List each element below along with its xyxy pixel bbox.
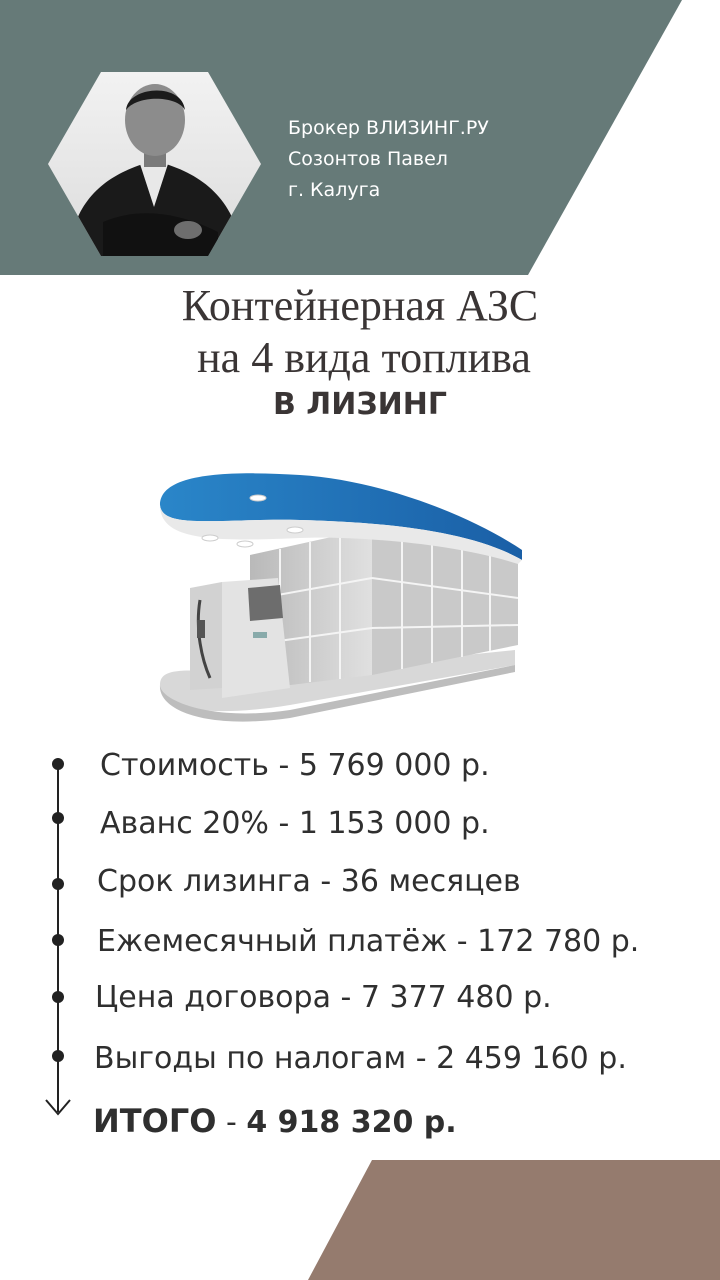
separator: - (447, 924, 478, 959)
separator: - (406, 1041, 437, 1076)
detail-label: Срок лизинга (97, 864, 311, 899)
detail-label: Аванс 20% (100, 806, 269, 841)
avatar (48, 72, 261, 256)
detail-value: 2 459 160 р. (436, 1041, 627, 1076)
detail-value: 7 377 480 р. (360, 980, 552, 1015)
detail-value: 1 153 000 р. (298, 806, 490, 841)
detail-advance (100, 806, 490, 841)
separator: - (268, 806, 299, 841)
detail-label: Ежемесячный платёж (97, 924, 448, 959)
detail-label: Стоимость (100, 748, 269, 783)
total-value: 4 918 320 р. (246, 1105, 457, 1140)
separator: - (216, 1105, 247, 1140)
detail-cost (100, 748, 490, 783)
timeline (36, 740, 86, 1130)
detail-label: Выгоды по налогам (94, 1041, 407, 1076)
detail-label: Цена договора (95, 980, 331, 1015)
title-line-1: Контейнерная АЗС (181, 281, 539, 330)
total-label: ИТОГО (93, 1102, 217, 1140)
detail-value: 36 месяцев (340, 864, 521, 899)
broker-info (288, 113, 489, 206)
title-line-2: на 4 вида топлива (197, 333, 531, 382)
title-line-3: В ЛИЗИНГ (273, 387, 447, 422)
timeline-dot (52, 878, 64, 890)
detail-term (97, 864, 521, 899)
broker-city: г. Калуга (288, 179, 381, 201)
separator: - (330, 980, 361, 1015)
timeline-dot (52, 1050, 64, 1062)
gas-station-image (150, 460, 530, 725)
separator: - (268, 748, 299, 783)
timeline-dot (52, 991, 64, 1003)
timeline-dot (52, 934, 64, 946)
timeline-dot (52, 758, 64, 770)
detail-value: 172 780 р. (477, 924, 640, 959)
broker-company: Брокер ВЛИЗИНГ.РУ (288, 117, 489, 139)
separator: - (310, 864, 341, 899)
timeline-dot (52, 812, 64, 824)
total-row (93, 1102, 457, 1140)
detail-contract-price (95, 980, 552, 1015)
broker-name: Созонтов Павел (288, 148, 448, 170)
detail-value: 5 769 000 р. (298, 748, 490, 783)
detail-tax-benefit (94, 1041, 627, 1076)
detail-monthly (97, 924, 639, 959)
bottom-decor-shape (0, 1160, 720, 1280)
